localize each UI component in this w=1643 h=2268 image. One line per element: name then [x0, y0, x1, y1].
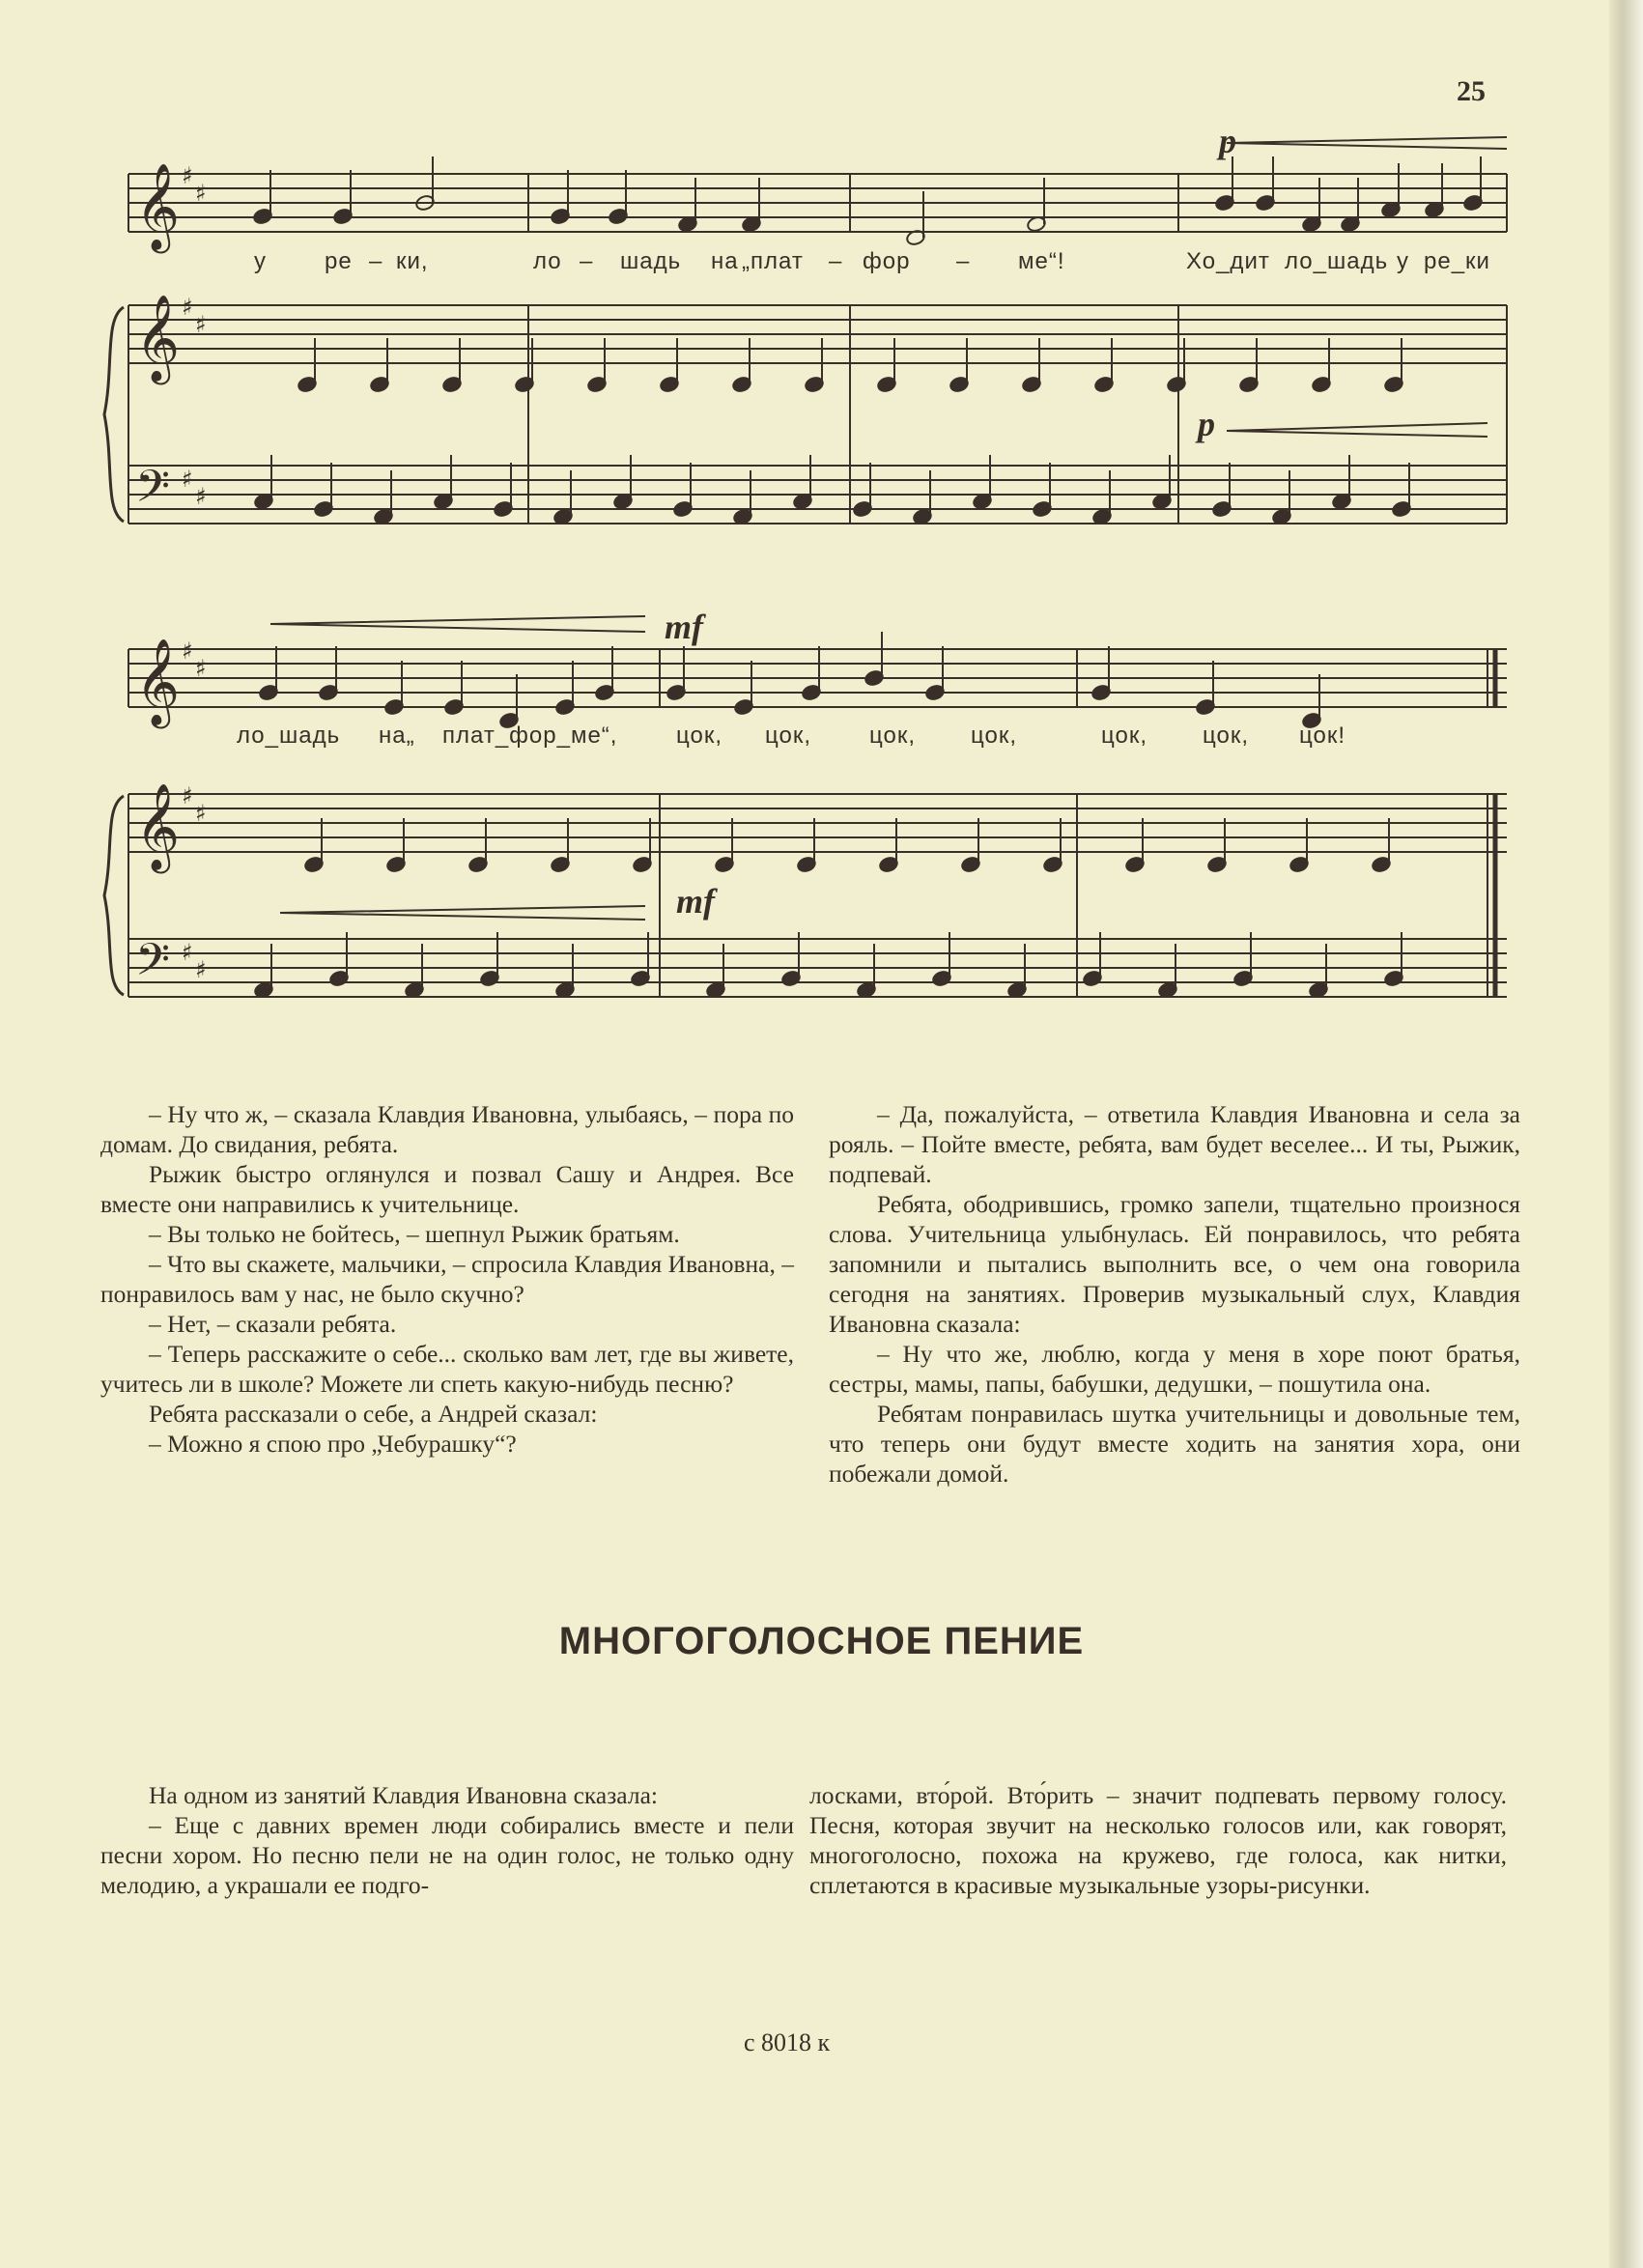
lyric: цок, [1203, 723, 1249, 749]
system-2 [104, 616, 1507, 997]
section-right-column [809, 1780, 1507, 1900]
dynamic-voice-2: mf [665, 608, 703, 646]
paragraph: Ребята, ободрившись, громко запели, тщательно произнося слова. Учительница улыбнулась. Ей понравилось, что ребята запомнили и пытались выполнить все, о чем она говорила сегодня на занятиях. Проверив музыкальный слух, Клавдия Ивановна сказала: [829, 1190, 1520, 1338]
lyric: ло_шадь [1285, 248, 1389, 274]
paragraph: – Вы только не бойтесь, – шепнул Рыжик братьям. [149, 1220, 680, 1248]
paragraph: – Нет, – сказали ребята. [149, 1310, 397, 1338]
paragraph: Рыжик быстро оглянулся и позвал Сашу и Андрея. Все вместе они направились к учительнице. [100, 1160, 794, 1218]
svg-text:♯: ♯ [195, 800, 207, 827]
svg-text:♯: ♯ [195, 311, 207, 338]
svg-text:♯: ♯ [195, 483, 207, 510]
svg-text:𝄢: 𝄢 [135, 461, 171, 524]
lyric: на [711, 248, 739, 274]
story-left-column [100, 1099, 794, 1459]
lyric: у [254, 248, 267, 274]
paragraph: – Что вы скажете, мальчики, – спросила Клавдия Ивановна, – понравилось вам у нас, не было скучно? [100, 1250, 794, 1308]
story-right-column [829, 1099, 1520, 1488]
svg-text:♯: ♯ [195, 180, 207, 207]
lyric: – [580, 248, 594, 274]
lyric: фор [863, 248, 911, 274]
paragraph: лосками, вто́рой. Вто́рить – значит подпевать первому голосу. Песня, которая звучит на несколько голосов или, как говорят, многоголосно, похожа на кружево, где голоса, как нитки, сплетаются в красивые музыкальные узоры-рисунки. [809, 1781, 1507, 1899]
lyric: ло [533, 248, 562, 274]
section-title: МНОГОГОЛОСНОЕ ПЕНИЕ [558, 1620, 1085, 1662]
svg-text:𝄞: 𝄞 [135, 295, 181, 382]
paragraph: – Да, пожалуйста, – ответила Клавдия Ивановна и села за рояль. – Пойте вместе, ребята, вам будет веселее... И ты, Рыжик, подпевай. [829, 1100, 1520, 1188]
notes [252, 156, 1483, 999]
lyric: ме“! [1018, 248, 1065, 274]
lyric: цок, [869, 723, 916, 749]
dynamic-piano-2: mf [676, 882, 715, 921]
svg-text:♯: ♯ [195, 956, 207, 983]
lyric: ки, [396, 248, 429, 274]
paragraph: Ребятам понравилась шутка учительницы и довольные тем, что теперь они будут вместе ходить на занятия хора, они побежали домой. [829, 1400, 1520, 1488]
voice-staff [128, 174, 1507, 232]
paragraph: – Ну что же, люблю, когда у меня в хоре поют братья, сестры, мамы, папы, бабушки, дедушки, – пошутила она. [829, 1340, 1520, 1398]
piano-bass-staff [128, 466, 1507, 524]
svg-text:♯: ♯ [195, 655, 207, 682]
lyric: – [369, 248, 383, 274]
lyric: „плат [742, 248, 804, 274]
piano-treble-staff [128, 305, 1507, 363]
paragraph: Ребята рассказали о себе, а Андрей сказал: [149, 1400, 598, 1428]
music-score [0, 0, 1643, 1043]
lyric: на„ [379, 723, 415, 749]
lyric: Хо_дит [1186, 248, 1270, 274]
lyric: ло_шадь [237, 723, 341, 749]
svg-text:𝄢: 𝄢 [135, 934, 171, 997]
lyric: – [829, 248, 843, 274]
paragraph: – Можно я спою про „Чебурашку“? [149, 1430, 517, 1458]
piano-bass-staff [128, 939, 1507, 997]
paragraph: На одном из занятий Клавдия Ивановна сказала: [149, 1781, 658, 1809]
paragraph: – Еще с давних времен люди собирались вместе и пели песни хором. Но песню пели не на один голос, не только одну мелодию, а украшали ее подго- [100, 1811, 794, 1899]
svg-text:♯: ♯ [182, 466, 193, 493]
paragraph: – Теперь расскажите о себе... сколько вам лет, где вы живете, учитесь ли в школе? Можете ли спеть какую-нибудь песню? [100, 1340, 794, 1398]
catalog-number: с 8018 к [744, 2028, 831, 2056]
page-number: 25 [1457, 75, 1486, 107]
svg-text:𝄞: 𝄞 [135, 783, 181, 870]
paragraph: – Ну что ж, – сказала Клавдия Ивановна, улыбаясь, – пора по домам. До свидания, ребята. [100, 1100, 794, 1158]
lyric: цок, [765, 723, 811, 749]
svg-text:♯: ♯ [182, 782, 193, 809]
system-1 [104, 137, 1507, 524]
lyric: цок, [1101, 723, 1147, 749]
lyric: ре [325, 248, 353, 274]
lyric: – [956, 248, 971, 274]
svg-text:𝄞: 𝄞 [135, 163, 181, 250]
lyric: плат_фор_ме“, [442, 723, 618, 749]
svg-text:♯: ♯ [182, 638, 193, 665]
dynamic-voice-1: p [1219, 122, 1236, 160]
dynamic-piano-1: p [1198, 405, 1215, 443]
svg-text:♯: ♯ [182, 162, 193, 189]
section-left-column [100, 1780, 794, 1900]
lyric: у [1397, 248, 1409, 274]
svg-text:𝄞: 𝄞 [135, 638, 181, 725]
lyric: ре_ки [1424, 248, 1490, 274]
lyric: цок, [676, 723, 722, 749]
svg-text:♯: ♯ [182, 294, 193, 321]
lyric: цок! [1299, 723, 1346, 749]
piano-treble-staff [128, 794, 1507, 852]
lyric: цок, [971, 723, 1017, 749]
lyric: шадь [620, 248, 682, 274]
clefs [135, 162, 207, 997]
svg-text:♯: ♯ [182, 939, 193, 966]
